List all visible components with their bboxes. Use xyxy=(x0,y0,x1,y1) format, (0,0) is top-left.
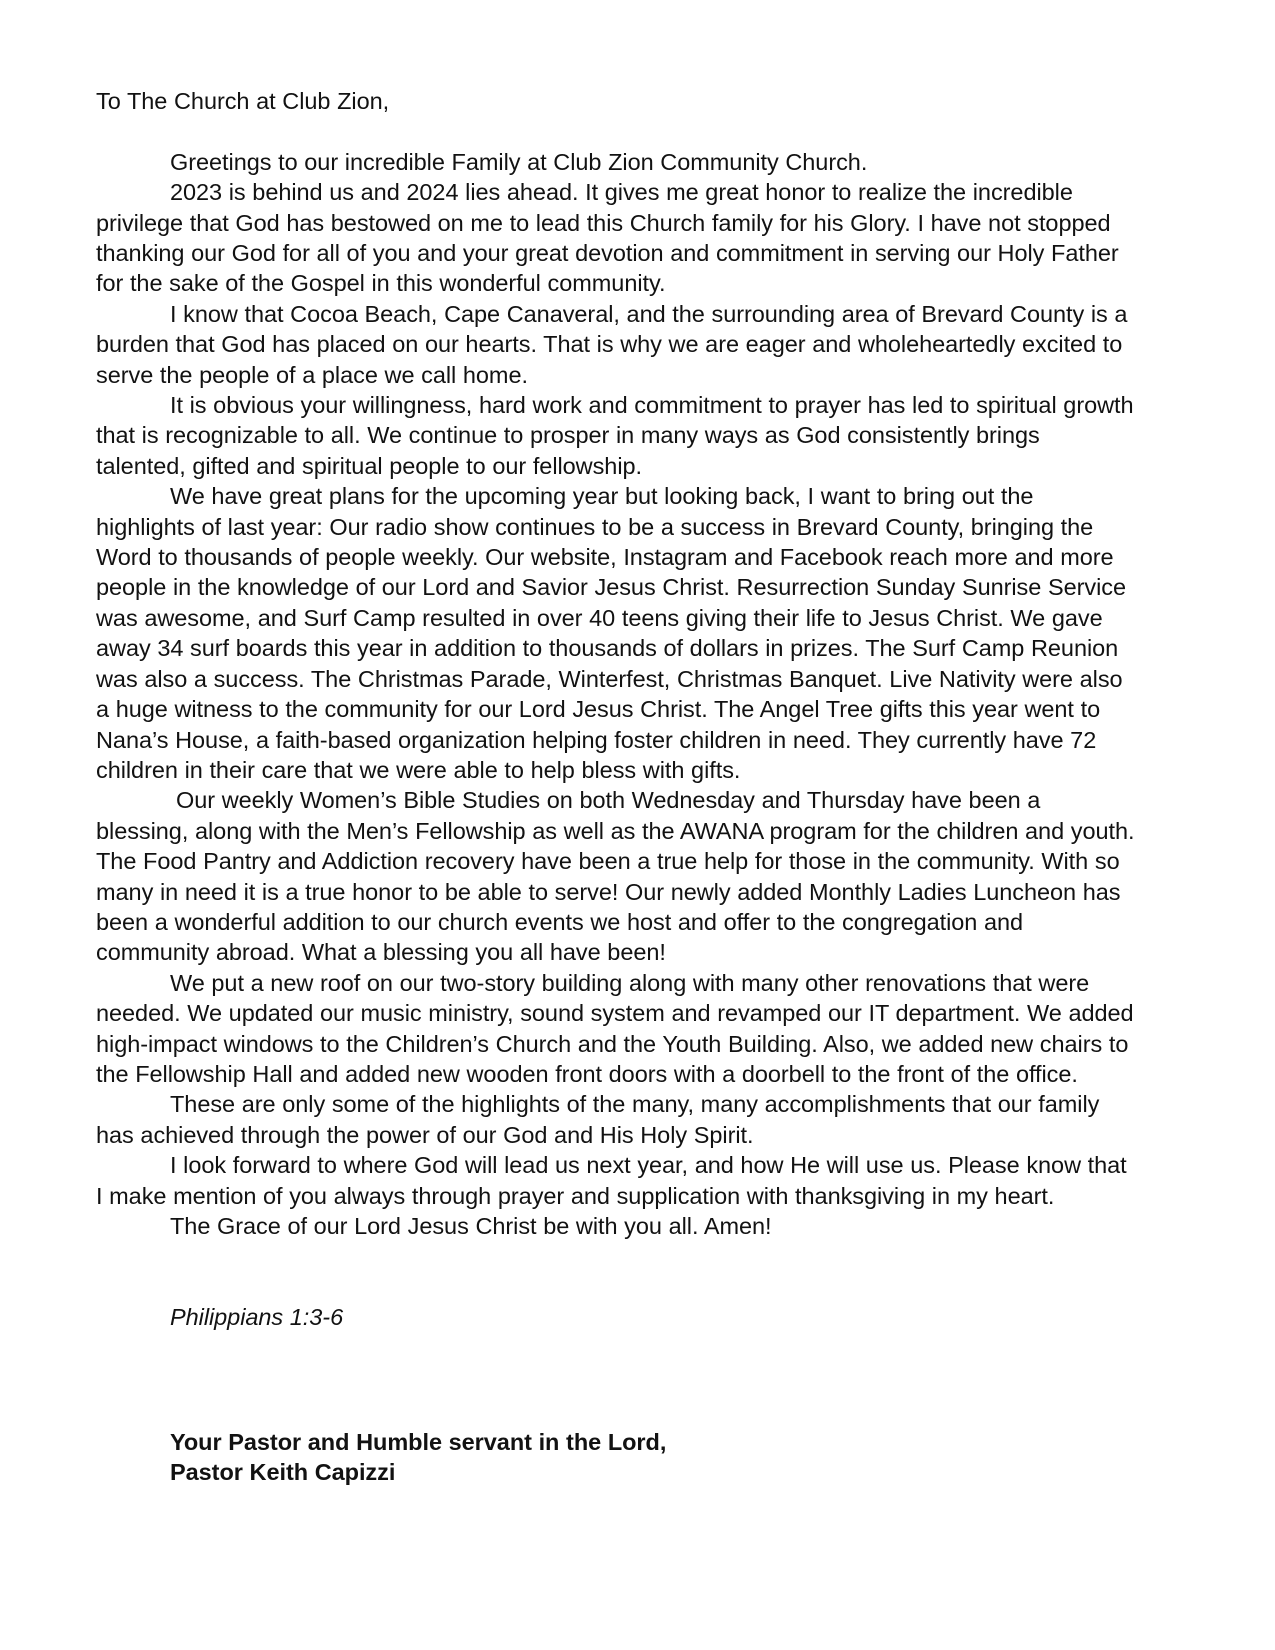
closing-line-title: Your Pastor and Humble servant in the Lord, xyxy=(170,1428,667,1455)
paragraph-benediction: The Grace of our Lord Jesus Christ be with you all. Amen! xyxy=(170,1213,772,1240)
paragraph-spiritual-growth: It is obvious your willingness, hard work and commitment to prayer has led to spiritual growth that is recognizable to all. We continue to prosper in many ways as God consistently brings talented, gifted and spiritual people to our fellowship. xyxy=(96,392,1134,479)
spacer-after-salutation xyxy=(96,116,1135,146)
salutation: To The Church at Club Zion, xyxy=(96,88,390,114)
letter-body xyxy=(96,86,1135,1488)
paragraph-year-highlights: We have great plans for the upcoming year but looking back, I want to bring out the highlights of last year: Our radio show continues to be a success in Brevard County, bringing the Word to thousands of people weekly. Our website, Instagram and Facebook reach more and more people in the knowledge of our Lord and Savior Jesus Christ. Resurrection Sunday Sunrise Service was awesome, and Surf Camp resulted in over 40 teens giving their life to Jesus Christ. We gave away 34 surf boards this year in addition to thousands of dollars in prizes. The Surf Camp Reunion was also a success. The Christmas Parade, Winterfest, Christmas Banquet. Live Nativity were also a huge witness to the community for our Lord Jesus Christ. The Angel Tree gifts this year went to Nana’s House, a faith-based organization helping foster children in need. They currently have 72 children in their care that we were able to help bless with gifts. xyxy=(96,483,1126,783)
paragraph-accomplishments: These are only some of the highlights of the many, many accomplishments that our family has achieved through the power of our God and His Holy Spirit. xyxy=(96,1091,1100,1148)
verse-reference: Philippians 1:3-6 xyxy=(170,1304,344,1331)
paragraph-greetings: Greetings to our incredible Family at Club Zion Community Church. xyxy=(170,148,868,175)
paragraph-year-reflection: 2023 is behind us and 2024 lies ahead. It gives me great honor to realize the incredible privilege that God has bestowed on me to lead this Church family for his Glory. I have not stopped thanking our God for all of you and your great devotion and commitment in serving our Holy Father for the sake of the Gospel in this wonderful community. xyxy=(96,179,1119,297)
paragraph-renovations: We put a new roof on our two-story building along with many other renovations that were needed. We updated our music ministry, sound system and revamped our IT department. We added high-impact windows to the Children’s Church and the Youth Building. Also, we added new chairs to the Fellowship Hall and added new wooden front doors with a doorbell to the front of the office. xyxy=(96,969,1134,1087)
spacer-before-signature xyxy=(96,1333,1135,1427)
spacer-before-verse xyxy=(96,1241,1135,1302)
paragraph-community-burden: I know that Cocoa Beach, Cape Canaveral, and the surrounding area of Brevard County is a burden that God has placed on our hearts. That is why we are eager and wholeheartedly excited to serve the people of a place we call home. xyxy=(96,300,1128,388)
paragraph-looking-forward: I look forward to where God will lead us next year, and how He will use us. Please know that I make mention of you always through prayer and supplication with thanksgiving in my heart. xyxy=(96,1152,1127,1209)
closing-line-name: Pastor Keith Capizzi xyxy=(170,1459,396,1486)
paragraph-ministries: Our weekly Women’s Bible Studies on both Wednesday and Thursday have been a blessing, along with the Men’s Fellowship as well as the AWANA program for the children and youth. The Food Pantry and Addiction recovery have been a true help for those in the community. With so many in need it is a true honor to be able to serve! Our newly added Monthly Ladies Luncheon has been a wonderful addition to our church events we host and offer to the congregation and community abroad. What a blessing you all have been! xyxy=(96,787,1135,966)
